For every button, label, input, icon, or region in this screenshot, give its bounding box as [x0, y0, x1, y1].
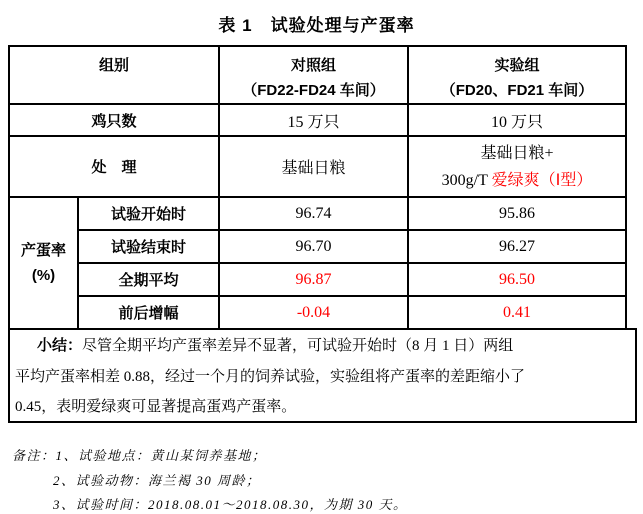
- egg-rate-average-row: [9, 263, 626, 296]
- chicken-count-label: 鸡只数: [9, 104, 219, 136]
- egg-rate-label: [9, 197, 78, 329]
- egg-rate-average-experimental: 96.50: [408, 263, 626, 296]
- treatment-product-name: 爱绿爽（Ⅰ型）: [491, 171, 593, 189]
- summary-text-1: 尽管全期平均产蛋率差异不显著，可试验开始时（8 月 1 日）两组: [82, 338, 514, 354]
- egg-rate-label-line2: (%): [31, 267, 56, 284]
- egg-rate-end-row: [9, 230, 626, 263]
- egg-rate-change-label: 前后增幅: [78, 296, 219, 329]
- control-group-name: 对照组: [291, 57, 337, 74]
- experiment-table: [8, 45, 627, 330]
- treatment-experimental-line2: [411, 167, 623, 194]
- chicken-count-row: [9, 104, 626, 136]
- page-title: 表 1 试验处理与产蛋率: [218, 16, 415, 35]
- treatment-row: [9, 136, 626, 197]
- treatment-label: 处 理: [9, 136, 219, 197]
- summary-box: [8, 328, 637, 423]
- egg-rate-change-row: [9, 296, 626, 329]
- egg-rate-average-label: 全期平均: [78, 263, 219, 296]
- summary-line-2: 平均产蛋率相差 0.88，经过一个月的饲养试验，实验组将产蛋率的差距缩小了: [15, 368, 526, 385]
- header-experimental-cell: [408, 46, 626, 104]
- egg-rate-start-experimental: 95.86: [408, 197, 626, 230]
- egg-rate-change-experimental: 0.41: [408, 296, 626, 329]
- note-line-1: [12, 444, 408, 469]
- note-line-3: 3、试验时间：2018.08.01～2018.08.30，为期 30 天。: [53, 497, 408, 512]
- egg-rate-change-control: -0.04: [219, 296, 408, 329]
- table-header-row: [9, 46, 626, 104]
- experimental-group-name: 实验组: [494, 57, 540, 74]
- egg-rate-end-control: 96.70: [219, 230, 408, 263]
- egg-rate-end-experimental: 96.27: [408, 230, 626, 263]
- header-group-label: 组别: [99, 57, 130, 74]
- treatment-control-value: 基础日粮: [219, 136, 408, 197]
- egg-rate-start-control: 96.74: [219, 197, 408, 230]
- notes-prefix: 备注：: [12, 448, 56, 463]
- control-group-sub: （FD22-FD24 车间）: [242, 82, 385, 99]
- experimental-group-sub: （FD20、FD21 车间）: [440, 82, 594, 99]
- egg-rate-start-row: [9, 197, 626, 230]
- treatment-experimental-value: [408, 136, 626, 197]
- header-control-cell: [219, 46, 408, 104]
- note-line-2: 2、试验动物：海兰褐 30 周龄；: [53, 472, 261, 488]
- note-item-1: 1、试验地点：黄山某饲养基地；: [55, 448, 267, 463]
- summary-line-3: 0.45，表明爱绿爽可显著提高蛋鸡产蛋率。: [15, 399, 297, 415]
- treatment-experimental-line1: 基础日粮+: [480, 144, 554, 162]
- chicken-count-experimental-value: 10 万只: [408, 104, 626, 136]
- egg-rate-average-control: 96.87: [219, 263, 408, 296]
- chicken-count-control-value: 15 万只: [219, 104, 408, 136]
- summary-line-1: [15, 331, 629, 362]
- egg-rate-start-label: 试验开始时: [78, 197, 219, 230]
- treatment-dose: 300g/T: [441, 171, 492, 189]
- header-group-cell: [9, 46, 219, 104]
- footnotes: [12, 444, 408, 514]
- summary-label: 小结：: [37, 337, 83, 354]
- egg-rate-label-line1: 产蛋率: [20, 242, 66, 259]
- egg-rate-end-label: 试验结束时: [78, 230, 219, 263]
